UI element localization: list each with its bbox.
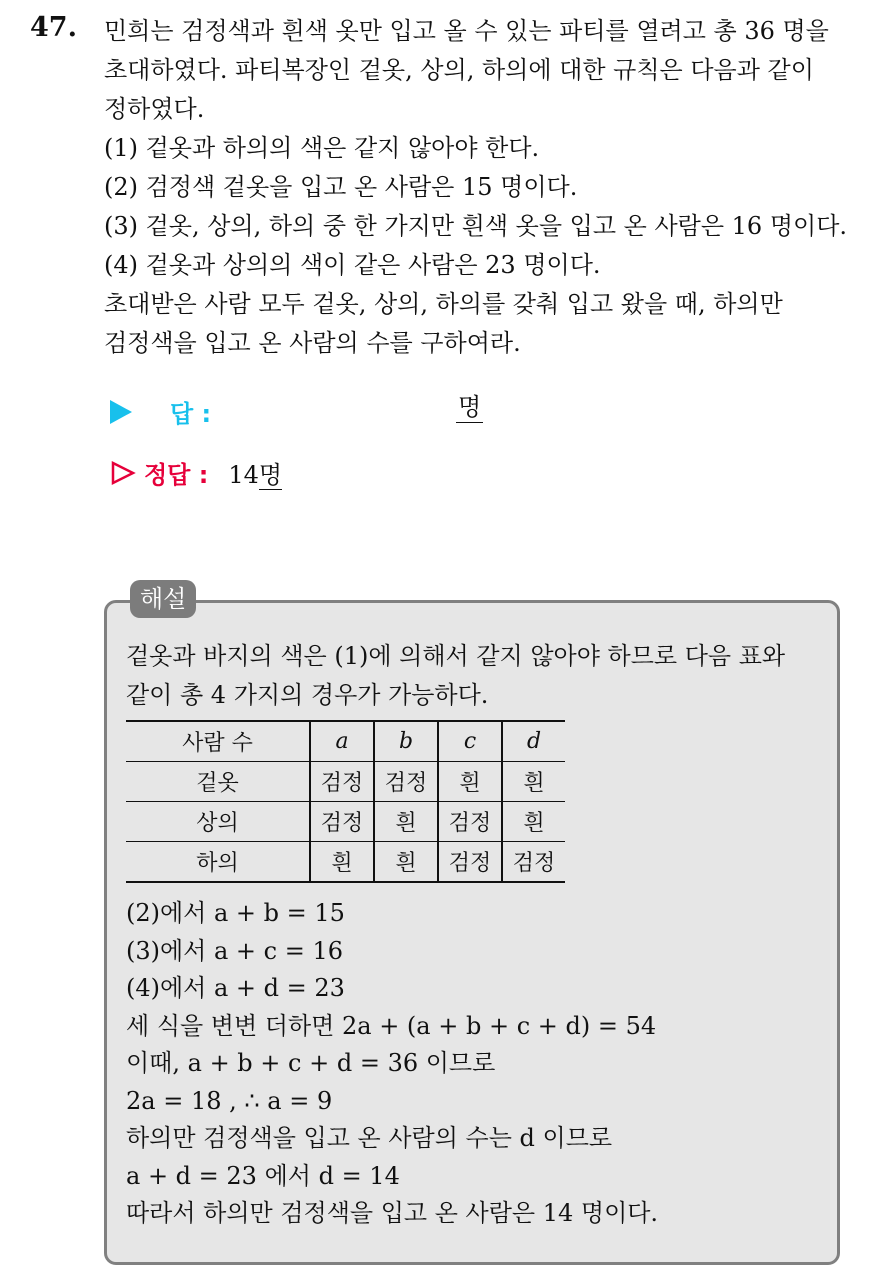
- solution-line: 이때, a + b + c + d = 36 이므로: [126, 1049, 496, 1077]
- solution-line: 따라서 하의만 검정색을 입고 온 사람은 14 명이다.: [126, 1199, 659, 1227]
- question-text: [104, 12, 864, 363]
- solution-line: (2)에서 a + b = 15: [126, 899, 345, 927]
- answer-label: 답 :: [170, 400, 212, 428]
- table-header-cell: b: [374, 721, 438, 762]
- explanation-intro-line: 겉옷과 바지의 색은 (1)에 의해서 같지 않아야 하므로 다음 표와: [126, 642, 786, 670]
- answer-unit: 명: [458, 393, 482, 421]
- table-cell: 검정: [438, 802, 502, 842]
- solution-line: (3)에서 a + c = 16: [126, 936, 344, 965]
- play-arrow-icon: [110, 400, 132, 424]
- table-cell: 상의: [126, 802, 310, 842]
- table-cell: 흰: [310, 842, 374, 883]
- table-header-cell: d: [502, 721, 565, 762]
- correct-unit: 명: [258, 461, 283, 489]
- solution-line: 하의만 검정색을 입고 온 사람의 수는 d 이므로: [126, 1124, 613, 1152]
- question-line: 검정색을 입고 온 사람의 수를 구하여라.: [104, 329, 521, 357]
- solution-line: (4)에서 a + d = 23: [126, 974, 345, 1002]
- table-cell: 흰: [502, 802, 565, 842]
- condition-4: (4) 겉옷과 상의의 색이 같은 사람은 23 명이다.: [104, 251, 601, 279]
- table-cell: 검정: [502, 842, 565, 883]
- table-cell: 흰: [502, 762, 565, 802]
- question-number: 47.: [30, 12, 77, 43]
- table-cell: 검정: [374, 762, 438, 802]
- condition-2: (2) 검정색 겉옷을 입고 온 사람은 15 명이다.: [104, 173, 578, 201]
- condition-3: (3) 겉옷, 상의, 하의 중 한 가지만 흰색 옷을 입고 온 사람은 16 명이다.: [104, 212, 848, 240]
- table-cell: 검정: [438, 842, 502, 883]
- table-header-cell: a: [310, 721, 374, 762]
- table-header-cell: 사람 수: [126, 721, 310, 762]
- table-cell: 겉옷: [126, 762, 310, 802]
- explanation-intro-line: 같이 총 4 가지의 경우가 가능하다.: [126, 681, 489, 709]
- table-cell: 흰: [374, 802, 438, 842]
- solution-line: 세 식을 변변 더하면 2a + (a + b + c + d) = 54: [126, 1011, 657, 1040]
- table-cell: 흰: [374, 842, 438, 883]
- solution-steps: [126, 895, 658, 1233]
- correct-answer-row: [110, 455, 282, 490]
- table-row: [126, 802, 565, 842]
- table-cell: 검정: [310, 802, 374, 842]
- outline-triangle-icon: [110, 460, 136, 486]
- case-table: [126, 720, 565, 883]
- table-row: [126, 842, 565, 883]
- table-header-cell: c: [438, 721, 502, 762]
- answer-blank[interactable]: [456, 392, 483, 423]
- answer-row: [110, 394, 211, 429]
- question-line: 정하였다.: [104, 95, 205, 123]
- condition-1: (1) 겉옷과 하의의 색은 같지 않아야 한다.: [104, 134, 540, 162]
- table-row: [126, 762, 565, 802]
- correct-number: 14: [228, 461, 259, 489]
- table-cell: 검정: [310, 762, 374, 802]
- question-line: 초대받은 사람 모두 겉옷, 상의, 하의를 갖춰 입고 왔을 때, 하의만: [104, 290, 783, 318]
- table-cell: 흰: [438, 762, 502, 802]
- question-line: 초대하였다. 파티복장인 겉옷, 상의, 하의에 대한 규칙은 다음과 같이: [104, 56, 814, 84]
- question-line: 민희는 검정색과 흰색 옷만 입고 올 수 있는 파티를 열려고 총 36 명을: [104, 17, 829, 45]
- correct-label: 정답 :: [144, 461, 209, 489]
- table-cell: 하의: [126, 842, 310, 883]
- explanation-tab: 해설: [130, 580, 196, 618]
- solution-line: a + d = 23 에서 d = 14: [126, 1161, 400, 1190]
- table-header-row: [126, 721, 565, 762]
- solution-line: 2a = 18 , ∴ a = 9: [126, 1086, 333, 1115]
- correct-value: [228, 455, 282, 490]
